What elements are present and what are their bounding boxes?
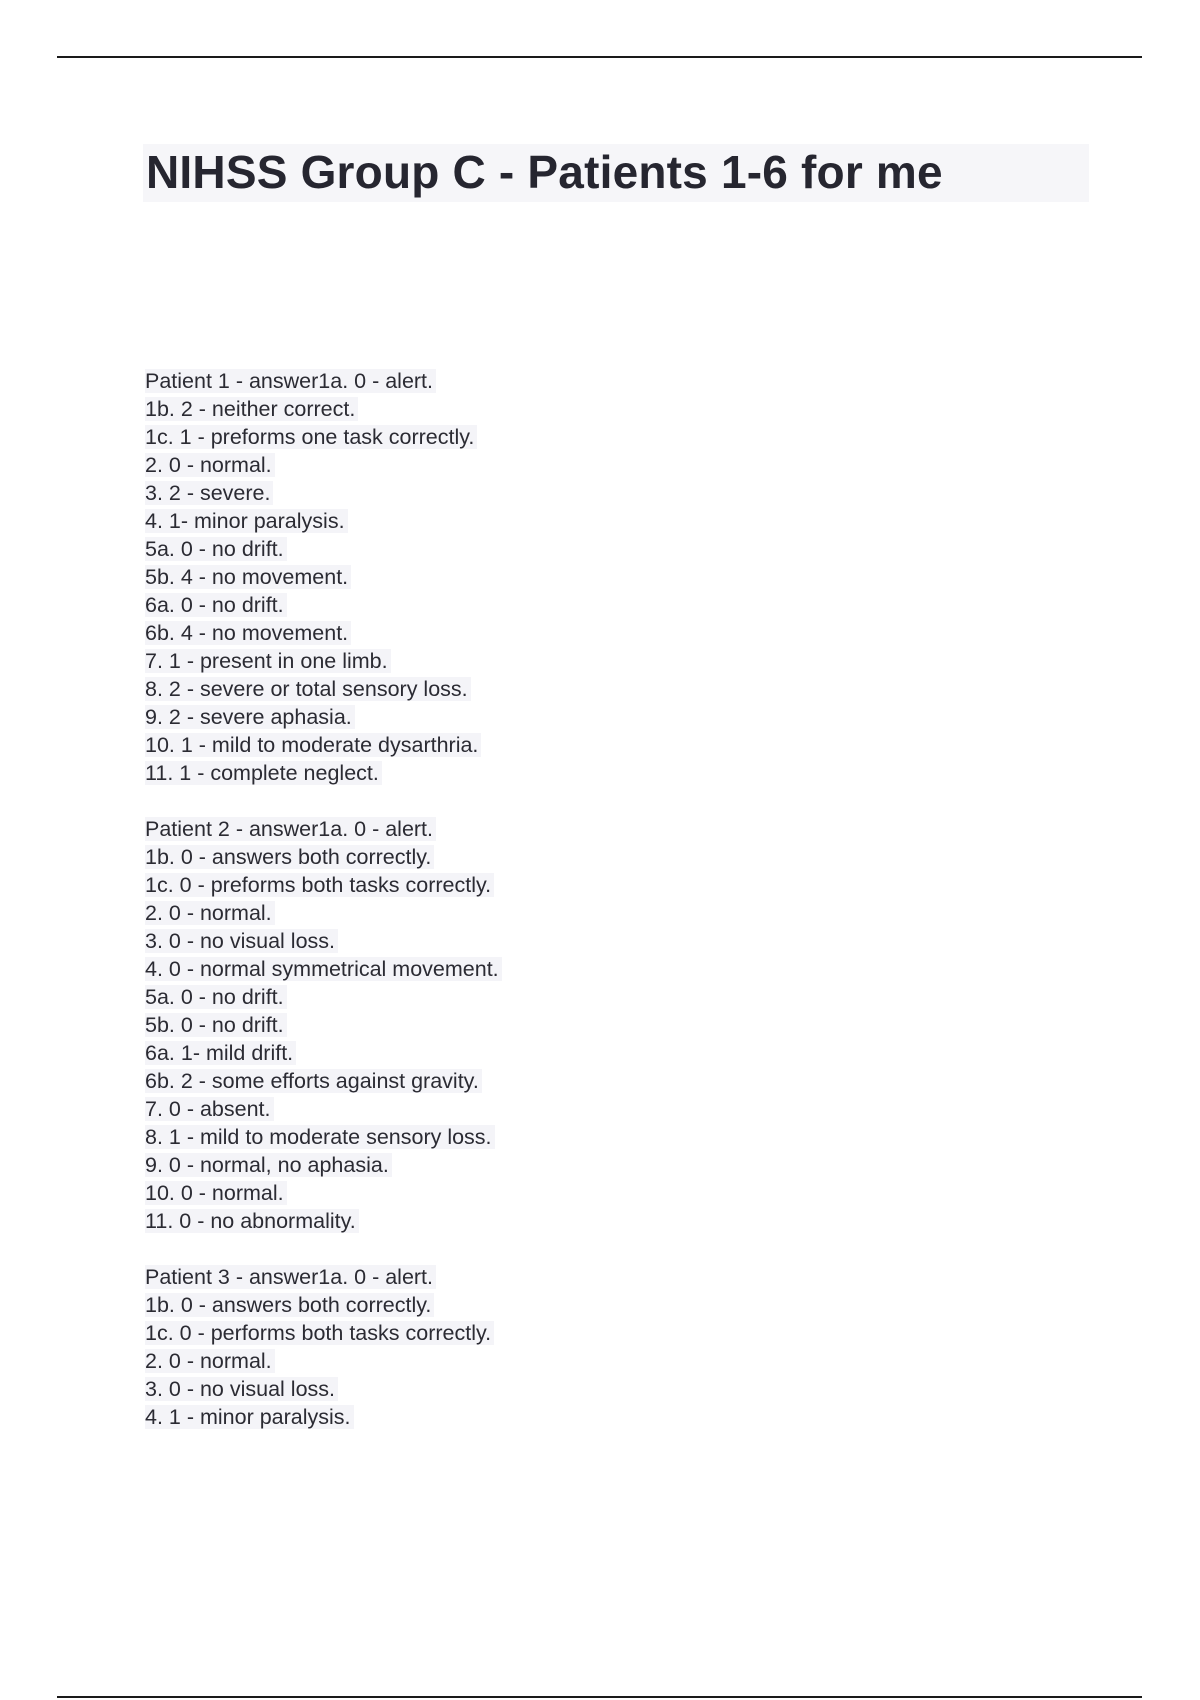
answer-line: 3. 0 - no visual loss.	[145, 927, 1045, 955]
answer-line: 5b. 0 - no drift.	[145, 1011, 1045, 1039]
answer-line: 4. 1- minor paralysis.	[145, 507, 1045, 535]
patient-section-1	[145, 367, 1045, 787]
answer-line: 6a. 1- mild drift.	[145, 1039, 1045, 1067]
answer-line: 3. 0 - no visual loss.	[145, 1375, 1045, 1403]
answer-line: 10. 1 - mild to moderate dysarthria.	[145, 731, 1045, 759]
answer-line: 2. 0 - normal.	[145, 899, 1045, 927]
answer-line: 8. 2 - severe or total sensory loss.	[145, 675, 1045, 703]
answer-line: 11. 0 - no abnormality.	[145, 1207, 1045, 1235]
answer-line: Patient 1 - answer1a. 0 - alert.	[145, 367, 1045, 395]
patient-section-2	[145, 815, 1045, 1235]
answer-line: 2. 0 - normal.	[145, 451, 1045, 479]
answer-line: 3. 2 - severe.	[145, 479, 1045, 507]
title-block	[143, 144, 1089, 202]
answer-line: Patient 3 - answer1a. 0 - alert.	[145, 1263, 1045, 1291]
answer-line: 11. 1 - complete neglect.	[145, 759, 1045, 787]
answer-line: 1b. 0 - answers both correctly.	[145, 843, 1045, 871]
answer-line: 9. 0 - normal, no aphasia.	[145, 1151, 1045, 1179]
footer-divider	[57, 1696, 1142, 1698]
answer-line: 7. 0 - absent.	[145, 1095, 1045, 1123]
answer-line: 5a. 0 - no drift.	[145, 983, 1045, 1011]
answer-line: 4. 0 - normal symmetrical movement.	[145, 955, 1045, 983]
answer-line: 7. 1 - present in one limb.	[145, 647, 1045, 675]
header-divider	[57, 56, 1142, 58]
answer-line: 8. 1 - mild to moderate sensory loss.	[145, 1123, 1045, 1151]
answer-line: 6a. 0 - no drift.	[145, 591, 1045, 619]
answer-line: 6b. 2 - some efforts against gravity.	[145, 1067, 1045, 1095]
answer-line: 4. 1 - minor paralysis.	[145, 1403, 1045, 1431]
answer-line: 10. 0 - normal.	[145, 1179, 1045, 1207]
answer-line: 5a. 0 - no drift.	[145, 535, 1045, 563]
patient-section-3	[145, 1263, 1045, 1431]
answer-line: Patient 2 - answer1a. 0 - alert.	[145, 815, 1045, 843]
answer-line: 1c. 0 - preforms both tasks correctly.	[145, 871, 1045, 899]
document-body	[145, 367, 1045, 1459]
answer-line: 1b. 2 - neither correct.	[145, 395, 1045, 423]
answer-line: 2. 0 - normal.	[145, 1347, 1045, 1375]
document-title: NIHSS Group C - Patients 1-6 for me	[146, 146, 943, 198]
answer-line: 1c. 1 - preforms one task correctly.	[145, 423, 1045, 451]
answer-line: 1c. 0 - performs both tasks correctly.	[145, 1319, 1045, 1347]
answer-line: 1b. 0 - answers both correctly.	[145, 1291, 1045, 1319]
answer-line: 6b. 4 - no movement.	[145, 619, 1045, 647]
answer-line: 9. 2 - severe aphasia.	[145, 703, 1045, 731]
answer-line: 5b. 4 - no movement.	[145, 563, 1045, 591]
